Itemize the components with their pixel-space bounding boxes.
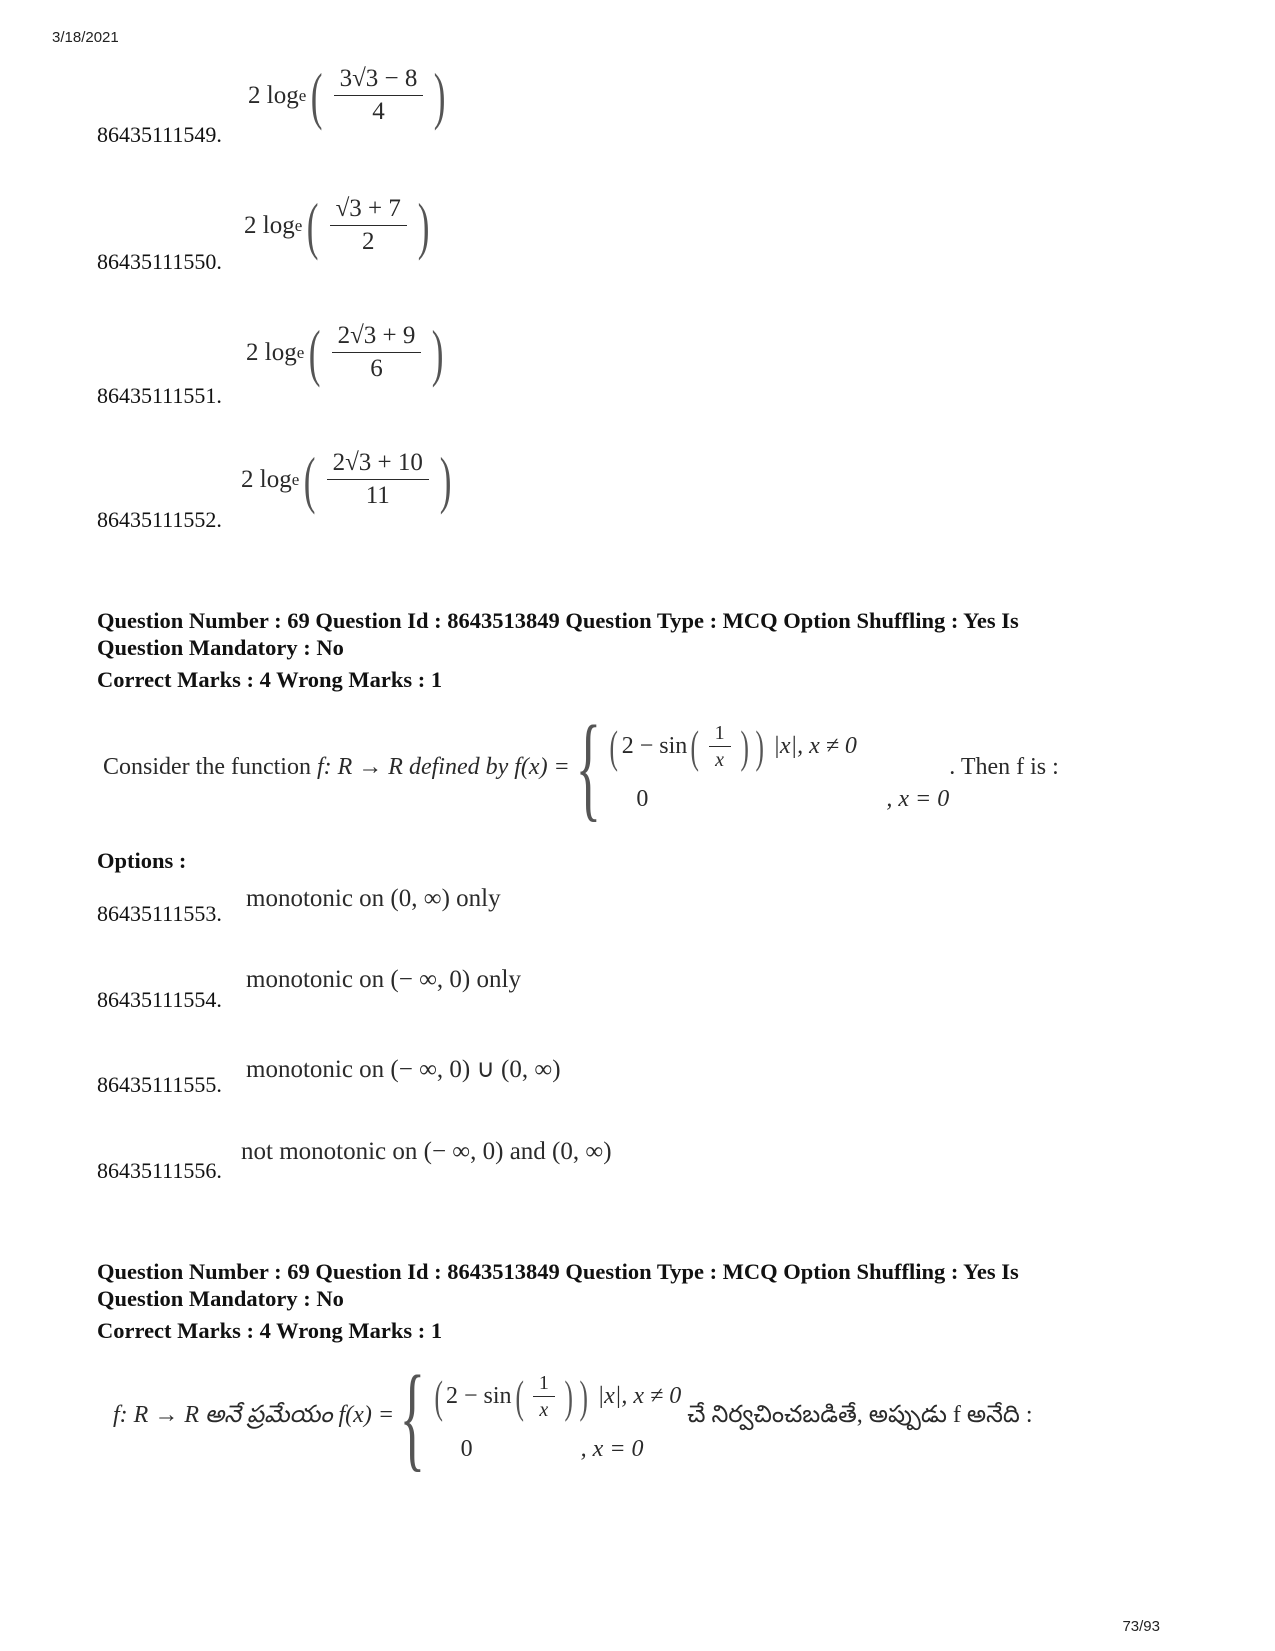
- question-meta-line: Question Mandatory : No: [97, 1286, 344, 1311]
- case-line: [431, 1436, 682, 1463]
- question-meta: [97, 607, 1157, 693]
- option-formula: [241, 444, 456, 515]
- option-formula: [244, 190, 434, 261]
- right-paren-glyph: ): [434, 60, 446, 131]
- case-line: [431, 1372, 682, 1422]
- fraction-numerator: 2√3 + 9: [332, 322, 422, 353]
- option-id: 86435111550.: [97, 249, 222, 274]
- option-id: 86435111549.: [97, 122, 222, 147]
- print-date: 3/18/2021: [52, 29, 119, 46]
- formula-base: e: [294, 216, 303, 235]
- stem-text: చే నిర్వచించబడితే, అప్పుడు f అనేది :: [687, 1401, 1033, 1428]
- marks-line: Correct Marks : 4 Wrong Marks : 1: [97, 667, 443, 692]
- option-text: monotonic on (0, ∞) only: [246, 885, 501, 912]
- fraction-numerator: 1: [709, 722, 731, 747]
- left-brace-glyph: {: [399, 1351, 426, 1482]
- case-condition: |x|, x ≠ 0: [597, 1383, 682, 1409]
- left-brace-glyph: {: [575, 701, 601, 832]
- left-paren-glyph: (: [304, 444, 316, 515]
- right-paren-glyph: ): [564, 1370, 573, 1422]
- case-expr: 0: [636, 785, 649, 812]
- stem-fx: f(x) =: [514, 753, 570, 780]
- question-stem: [103, 701, 1059, 832]
- option-text: not monotonic on (− ∞, 0) and (0, ∞): [241, 1138, 612, 1165]
- stem-text: . Then f is :: [949, 753, 1059, 780]
- option-id: 86435111555.: [97, 1072, 222, 1097]
- fraction-denominator: 11: [365, 482, 390, 509]
- fraction-denominator: x: [539, 1398, 549, 1421]
- question-meta-line: Question Number : 69 Question Id : 8643513849 Question Type : MCQ Option Shuffling : Yes Is: [97, 1259, 1019, 1284]
- formula-coef: 2 log: [241, 466, 292, 493]
- question-stem: [113, 1351, 1033, 1482]
- option-formula: [246, 317, 449, 388]
- formula-base: e: [298, 86, 307, 105]
- left-paren-glyph: (: [307, 190, 319, 261]
- fraction-numerator: 1: [533, 1372, 555, 1397]
- case-line: [606, 722, 949, 772]
- piecewise-cases: [606, 722, 949, 813]
- option-id: 86435111553.: [97, 901, 222, 926]
- case-expr: 0: [460, 1435, 473, 1462]
- right-paren-glyph: ): [439, 444, 452, 515]
- case-condition: , x = 0: [580, 1435, 644, 1462]
- page-number: 73/93: [1122, 1618, 1160, 1635]
- right-paren-glyph: ): [740, 720, 749, 772]
- option-id: 86435111551.: [97, 383, 222, 408]
- fraction-denominator: 2: [361, 228, 375, 255]
- formula-coef: 2 log: [248, 82, 299, 109]
- case-line: [606, 786, 949, 813]
- fraction-numerator: 2√3 + 10: [327, 449, 429, 480]
- question-meta-line: Question Mandatory : No: [97, 635, 344, 660]
- stem-function-def: f: R → R defined by: [316, 753, 509, 780]
- case-expr: 2 − sin: [446, 1383, 512, 1409]
- question-meta: [97, 1258, 1157, 1344]
- stem-text: f: R → R అనే ప్రమేయం f(x) =: [113, 1401, 395, 1428]
- fraction-numerator: 3√3 − 8: [334, 65, 424, 96]
- left-paren-glyph: (: [690, 720, 700, 772]
- option-id: 86435111556.: [97, 1158, 222, 1183]
- options-label: Options :: [97, 848, 187, 873]
- option-id: 86435111552.: [97, 507, 222, 532]
- right-paren-glyph: ): [579, 1370, 589, 1422]
- option-id: 86435111554.: [97, 987, 222, 1012]
- fraction-denominator: 6: [370, 355, 383, 382]
- formula-coef: 2 log: [246, 339, 297, 366]
- fraction-numerator: √3 + 7: [330, 195, 407, 226]
- case-expr: 2 − sin: [621, 733, 688, 759]
- fraction-denominator: x: [715, 748, 725, 771]
- left-paren-glyph: (: [309, 317, 321, 388]
- fraction-denominator: 4: [372, 98, 385, 125]
- right-paren-glyph: ): [432, 317, 444, 388]
- piecewise-cases: [431, 1372, 682, 1463]
- question-meta-line: Question Number : 69 Question Id : 8643513849 Question Type : MCQ Option Shuffling : Yes Is: [97, 608, 1019, 633]
- left-paren-glyph: (: [311, 60, 323, 131]
- stem-text: Consider the function: [103, 753, 311, 780]
- left-paren-glyph: (: [609, 720, 619, 772]
- marks-line: Correct Marks : 4 Wrong Marks : 1: [97, 1318, 443, 1343]
- left-paren-glyph: (: [434, 1370, 443, 1422]
- option-formula: [248, 60, 451, 131]
- right-paren-glyph: ): [755, 720, 764, 772]
- formula-base: e: [296, 343, 305, 362]
- option-text: monotonic on (− ∞, 0) only: [246, 966, 521, 993]
- formula-base: e: [291, 470, 300, 489]
- formula-coef: 2 log: [244, 212, 295, 239]
- option-text: monotonic on (− ∞, 0) ∪ (0, ∞): [246, 1056, 561, 1083]
- left-paren-glyph: (: [514, 1370, 524, 1422]
- case-condition: , x = 0: [886, 785, 950, 812]
- case-condition: |x|, x ≠ 0: [773, 733, 857, 759]
- right-paren-glyph: ): [417, 190, 430, 261]
